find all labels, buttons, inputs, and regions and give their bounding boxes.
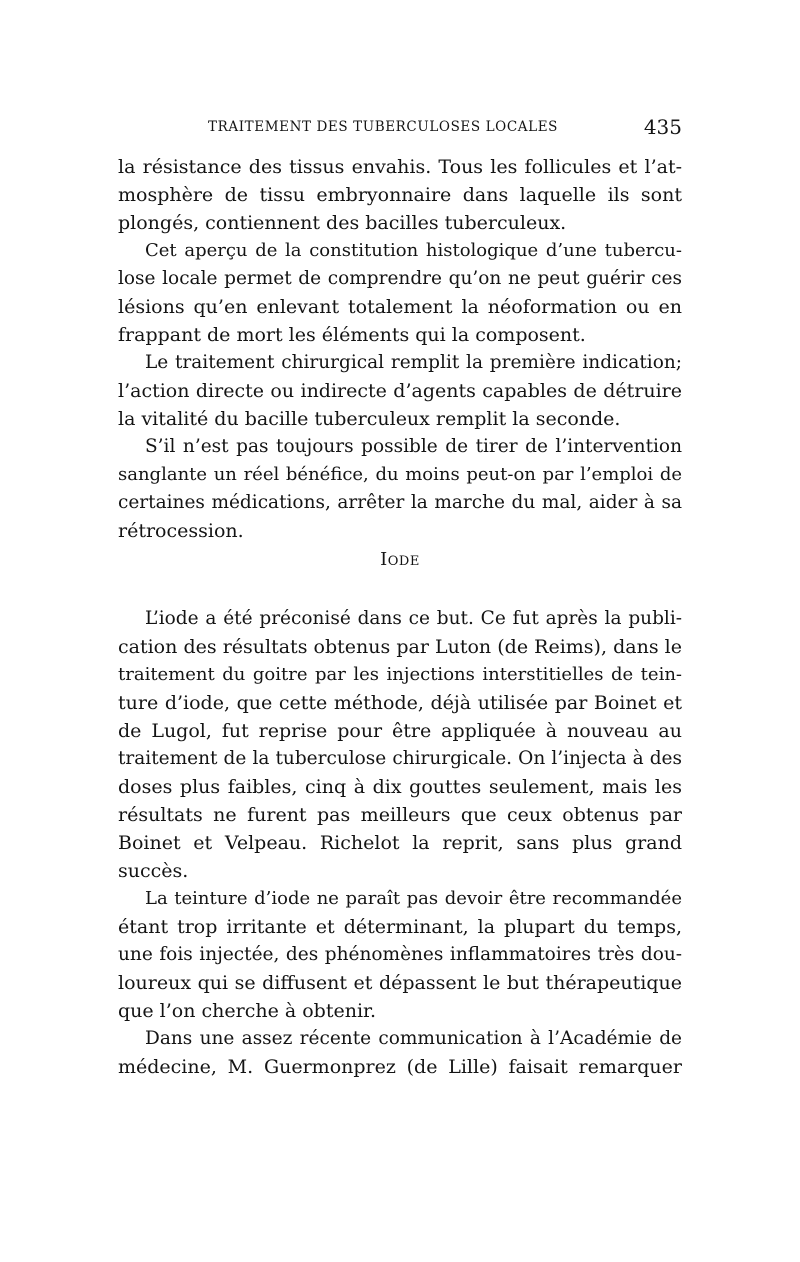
- text-line: que l’on cherche à obtenir.: [118, 1000, 377, 1022]
- text-line: la vitalité du bacille tuberculeux remplit la seconde.: [118, 408, 621, 430]
- text-line: plongés, contiennent des bacilles tuberculeux.: [118, 212, 567, 234]
- text-line: traitement du goitre par les injections interstitielles de tein-: [118, 664, 682, 685]
- text-line: loureux qui se diffusent et dépassent le but thérapeutique: [118, 972, 682, 994]
- text-line: de Lugol, fut reprise pour être appliquée à nouveau au: [118, 720, 682, 742]
- text-line: rétrocession.: [118, 520, 244, 542]
- running-title: TRAITEMENT DES TUBERCULOSES LOCALES: [208, 119, 558, 135]
- text-line: La teinture d’iode ne paraît pas devoir être recommandée: [145, 888, 682, 909]
- text-line: S’il n’est pas toujours possible de tirer de l’intervention: [145, 436, 682, 457]
- section-heading: Iode: [380, 549, 420, 570]
- text-line: traitement de la tuberculose chirurgicale. On l’injecta à des: [118, 748, 682, 769]
- text-line: résultats ne furent pas meilleurs que ceux obtenus par: [118, 804, 682, 826]
- text-line: Le traitement chirurgical remplit la première indication;: [145, 352, 682, 373]
- text-line: mosphère de tissu embryonnaire dans laquelle ils sont: [118, 184, 682, 206]
- text-line: L’iode a été préconisé dans ce but. Ce fut après la publi-: [145, 608, 682, 629]
- text-line: étant trop irritante et déterminant, la plupart du temps,: [118, 916, 682, 938]
- text-line: cation des résultats obtenus par Luton (de Reims), dans le: [118, 636, 682, 658]
- text-line: sanglante un réel bénéfice, du moins peut-on par l’emploi de: [118, 464, 682, 485]
- text-line: médecine, M. Guermonprez (de Lille) faisait remarquer: [118, 1056, 682, 1078]
- text-line: Boinet et Velpeau. Richelot la reprit, sans plus grand: [118, 832, 682, 854]
- text-line: l’action directe ou indirecte d’agents capables de détruire: [118, 380, 682, 402]
- text-line: une fois injectée, des phénomènes inflammatoires très dou-: [118, 944, 682, 965]
- running-head: [118, 115, 682, 141]
- page-number: 435: [643, 115, 682, 139]
- text-line: succès.: [118, 860, 189, 882]
- text-line: doses plus faibles, cinq à dix gouttes seulement, mais les: [118, 776, 682, 798]
- text-line: lésions qu’en enlevant totalement la néoformation ou en: [118, 296, 682, 318]
- text-line: ture d’iode, que cette méthode, déjà utilisée par Boinet et: [118, 692, 682, 714]
- text-line: Cet aperçu de la constitution histologique d’une tubercu-: [145, 240, 682, 261]
- text-line: frappant de mort les éléments qui la composent.: [118, 324, 586, 346]
- text-line: lose locale permet de comprendre qu’on ne peut guérir ces: [118, 268, 682, 289]
- text-line: la résistance des tissus envahis. Tous les follicules et l’at-: [118, 156, 682, 178]
- text-line: certaines médications, arrêter la marche du mal, aider à sa: [118, 492, 682, 513]
- text-line: Dans une assez récente communication à l’Académie de: [145, 1028, 682, 1049]
